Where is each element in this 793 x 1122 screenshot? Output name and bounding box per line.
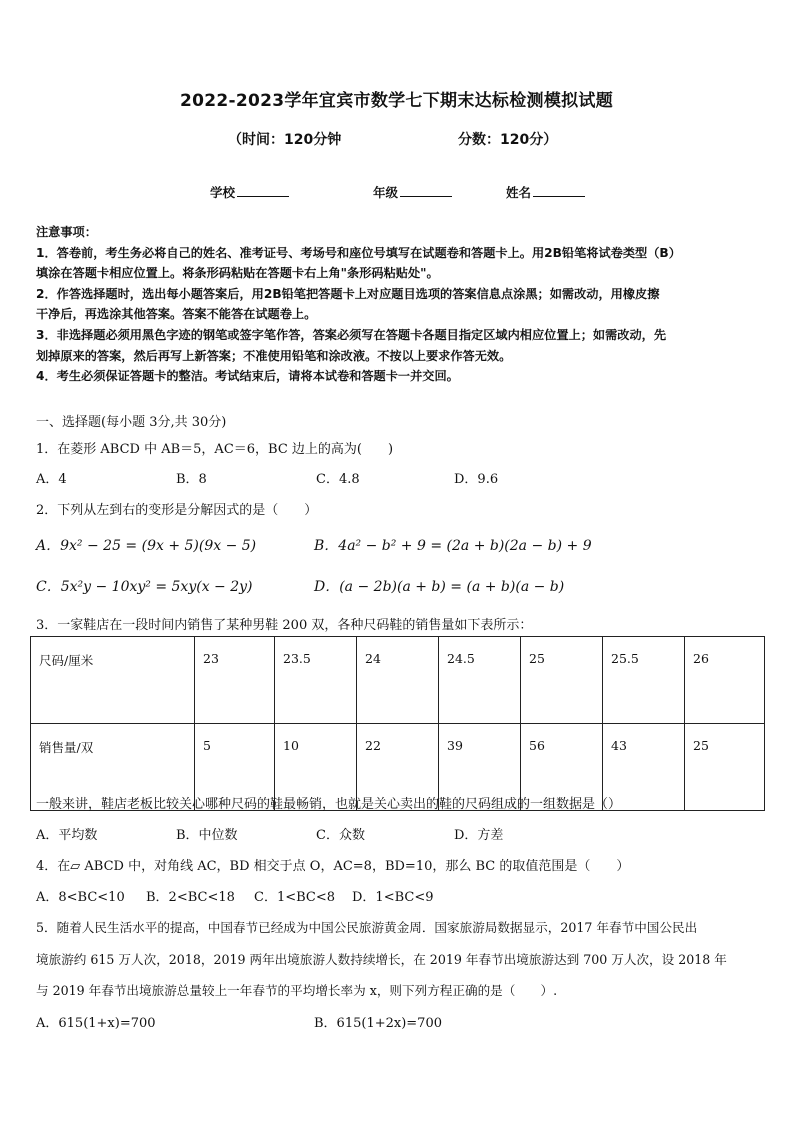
shoe-size-table xyxy=(30,636,765,811)
q3-option-d[interactable]: D．方差 xyxy=(454,828,504,843)
table-row xyxy=(31,637,765,724)
section-heading: 一、选择题(每小题 3分,共 30分) xyxy=(36,415,227,430)
school-blank[interactable] xyxy=(237,184,289,197)
table-cell: 10 xyxy=(275,724,357,811)
q4-option-c[interactable]: C．1<BC<8 xyxy=(254,890,336,905)
table-cell: 22 xyxy=(357,724,439,811)
name-label: 姓名 xyxy=(506,185,532,200)
q1-stem: 1．在菱形 ABCD 中 AB＝5，AC＝6，BC 边上的高为( ) xyxy=(36,442,394,457)
grade-field xyxy=(373,183,452,201)
school-field xyxy=(210,183,289,201)
name-blank[interactable] xyxy=(533,184,585,197)
table-cell: 25 xyxy=(521,637,603,724)
q1-option-a[interactable]: A．4 xyxy=(36,472,67,487)
notice-line: 4．考生必须保证答题卡的整洁。考试结束后，请将本试卷和答题卡一并交回。 xyxy=(36,369,459,384)
q4-option-a[interactable]: A．8<BC<10 xyxy=(36,890,125,905)
table-cell: 23.5 xyxy=(275,637,357,724)
notice-line: 1．答卷前，考生务必将自己的姓名、准考证号、考场号和座位号填写在试题卷和答题卡上。用2B铅笔将试卷类型（B） xyxy=(36,245,681,260)
notice-line: 填涂在答题卡相应位置上。将条形码粘贴在答题卡右上角"条形码粘贴处"。 xyxy=(36,266,439,281)
q3-followup: 一般来讲，鞋店老板比较关心哪种尺码的鞋最畅销，也就是关心卖出的鞋的尺码组成的一组数据是（） xyxy=(36,797,622,812)
notice-line: 干净后，再选涂其他答案。答案不能答在试题卷上。 xyxy=(36,307,317,322)
table-cell: 5 xyxy=(195,724,275,811)
table-cell: 25.5 xyxy=(603,637,685,724)
exam-score: 分数：120分） xyxy=(458,132,558,148)
school-label: 学校 xyxy=(210,185,236,200)
notice-heading: 注意事项： xyxy=(36,225,97,239)
exam-time: （时间：120分钟 xyxy=(228,132,342,148)
q5-stem-line: 5．随着人民生活水平的提高，中国春节已经成为中国公民旅游黄金周．国家旅游局数据显示，2017 年春节中国公民出 xyxy=(36,920,698,935)
notice-line: 3．非选择题必须用黑色字迹的钢笔或签字笔作答，答案必须写在答题卡各题目指定区域内相应位置上；如需改动，先 xyxy=(36,327,667,342)
q4-option-b[interactable]: B．2<BC<18 xyxy=(146,890,235,905)
q2-option-d[interactable]: D．(a − 2b)(a + b) = (a + b)(a − b) xyxy=(314,579,565,595)
name-field xyxy=(506,183,585,201)
q5-stem-line: 与 2019 年春节出境旅游总量较上一年春节的平均增长率为 x，则下列方程正确的是（ ）. xyxy=(36,983,558,998)
q1-option-d[interactable]: D．9.6 xyxy=(454,472,499,487)
notice-block xyxy=(36,222,758,387)
q1-option-b[interactable]: B．8 xyxy=(176,472,207,487)
q4-stem: 4．在▱ ABCD 中，对角线 AC，BD 相交于点 O，AC=8，BD=10，那么 BC 的取值范围是（ ） xyxy=(36,859,630,874)
grade-label: 年级 xyxy=(373,185,399,200)
q3-option-a[interactable]: A．平均数 xyxy=(36,828,98,843)
q5-option-b[interactable]: B．615(1+2x)=700 xyxy=(314,1016,442,1031)
table-cell: 26 xyxy=(685,637,765,724)
table-cell: 尺码/厘米 xyxy=(31,637,195,724)
table-cell: 39 xyxy=(439,724,521,811)
q2-stem: 2．下列从左到右的变形是分解因式的是（ ） xyxy=(36,503,318,518)
q2-option-b[interactable]: B．4a² − b² + 9 = (2a + b)(2a − b) + 9 xyxy=(314,538,592,554)
table-cell: 销售量/双 xyxy=(31,724,195,811)
table-cell: 56 xyxy=(521,724,603,811)
q5-stem-line: 境旅游约 615 万人次，2018，2019 两年出境旅游人数持续增长，在 2019 年春节出境旅游达到 700 万人次，设 2018 年 xyxy=(36,952,727,967)
table-cell: 43 xyxy=(603,724,685,811)
q2-option-c[interactable]: C．5x²y − 10xy² = 5xy(x − 2y) xyxy=(36,579,253,595)
q3-option-c[interactable]: C．众数 xyxy=(316,828,365,843)
q1-option-c[interactable]: C．4.8 xyxy=(316,472,360,487)
q3-stem: 3．一家鞋店在一段时间内销售了某种男鞋 200 双，各种尺码鞋的销售量如下表所示： xyxy=(36,618,533,633)
q2-option-a[interactable]: A．9x² − 25 = (9x + 5)(9x − 5) xyxy=(36,538,257,554)
q4-option-d[interactable]: D．1<BC<9 xyxy=(352,890,434,905)
notice-line: 2．作答选择题时，选出每小题答案后，用2B铅笔把答题卡上对应题目选项的答案信息点涂黑；如需改动，用橡皮擦 xyxy=(36,286,660,301)
exam-title: 2022-2023学年宜宾市数学七下期末达标检测模拟试题 xyxy=(179,91,614,111)
table-cell: 25 xyxy=(685,724,765,811)
q3-option-b[interactable]: B．中位数 xyxy=(176,828,238,843)
table-cell: 23 xyxy=(195,637,275,724)
q5-option-a[interactable]: A．615(1+x)=700 xyxy=(36,1016,156,1031)
table-cell: 24.5 xyxy=(439,637,521,724)
table-cell: 24 xyxy=(357,637,439,724)
grade-blank[interactable] xyxy=(400,184,452,197)
notice-line: 划掉原来的答案，然后再写上新答案；不准使用铅笔和涂改液。不按以上要求作答无效。 xyxy=(36,348,512,363)
